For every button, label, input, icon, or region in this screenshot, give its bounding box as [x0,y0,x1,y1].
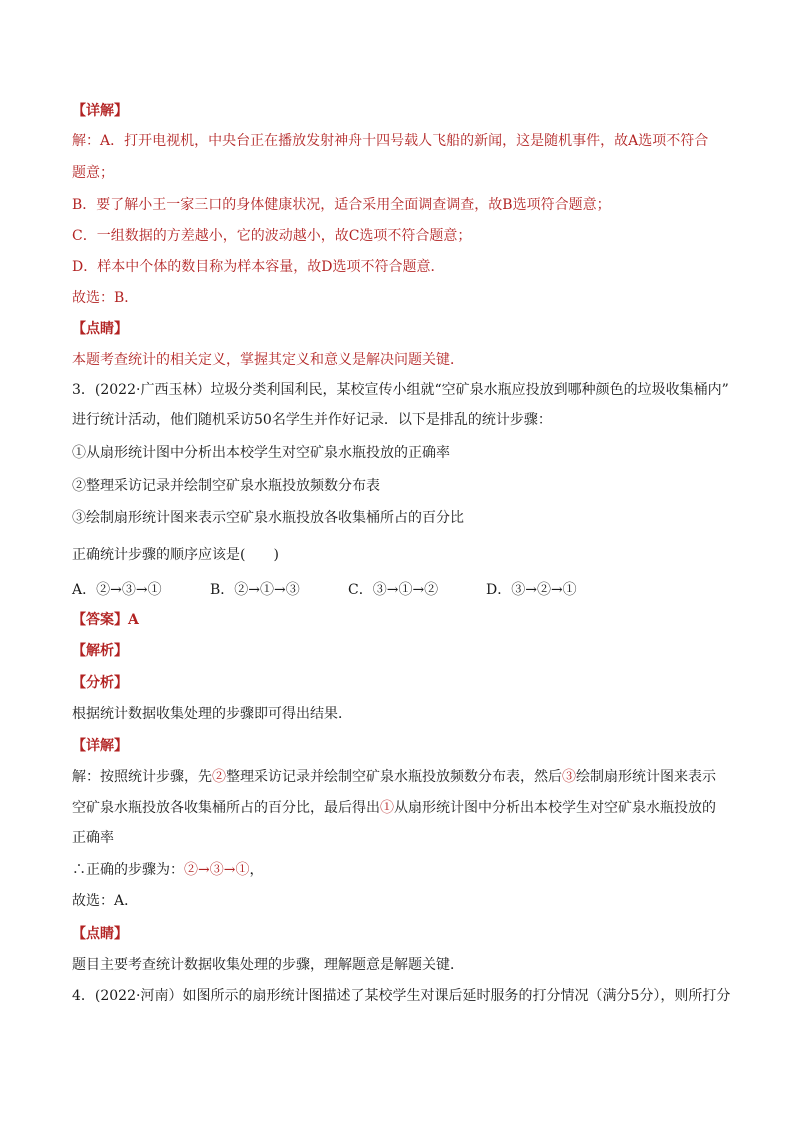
q3-point-text: 题目主要考查统计数据收集处理的步骤，理解题意是解题关键． [72,957,464,973]
q3-detail-text: ∴正确的步骤为： [72,862,184,878]
q4-stem-line1: 4．(2022·河南）如图所示的扇形统计图描述了某校学生对课后延时服务的打分情况（满分5分），则所打分 [72,988,731,1004]
q3-option-d: D．③→②→① [486,582,577,598]
q3-detail-step-mark: ① [380,800,394,816]
q3-option-b: B．②→①→③ [210,582,300,598]
q3-detail-line4 [72,860,722,880]
detail-line-a1: 解：A．打开电视机，中央台正在播放发射神舟十四号载人飞船的新闻，这是随机事件，故A选项不符合 [72,133,709,149]
point-header: 【点睛】 [72,321,128,337]
detail-choice: 故选：B． [72,290,139,306]
q3-fenxi-header: 【分析】 [72,675,128,691]
q3-option-a: A．②→③→① [72,582,162,598]
q3-detail-text: 整理采访记录并绘制空矿泉水瓶投放频数分布表，然后 [226,769,562,785]
q3-detail-line3: 正确率 [72,830,114,846]
detail-header: 【详解】 [72,103,128,119]
q3-options [72,580,722,600]
q3-detail-step-mark: ② [212,769,226,785]
q3-step-1: ①从扇形统计图中分析出本校学生对空矿泉水瓶投放的正确率 [72,445,450,461]
q3-option-c: C．③→①→② [348,582,439,598]
q3-detail-text: 绘制扇形统计图来表示 [576,769,716,785]
q3-detail-order: ②→③→① [184,862,250,878]
q3-stem-line2: 进行统计活动，他们随机采访50名学生并作好记录．以下是排乱的统计步骤： [72,412,552,428]
point-text: 本题考查统计的相关定义，掌握其定义和意义是解决问题关键． [72,352,464,368]
q3-detail-line2 [72,798,722,818]
q3-detail-text: ， [249,862,264,878]
q3-stem-line1: 3．(2022·广西玉林）垃圾分类利国利民，某校宣传小组就“空矿泉水瓶应投放到哪种颜色的垃圾收集桶内” [72,382,729,398]
q3-choice: 故选：A． [72,893,139,909]
q3-fenxi-text: 根据统计数据收集处理的步骤即可得出结果． [72,706,352,722]
detail-line-d: D．样本中个体的数目称为样本容量，故D选项不符合题意． [72,259,445,275]
q3-detail-step-mark: ③ [562,769,576,785]
q3-detail-line1 [72,767,722,787]
q3-ask: 正确统计步骤的顺序应该是( ) [72,547,279,563]
q3-answer: 【答案】A [72,612,139,628]
q3-detail-text: 空矿泉水瓶投放各收集桶所占的百分比，最后得出 [72,800,380,816]
q3-step-2: ②整理采访记录并绘制空矿泉水瓶投放频数分布表 [72,478,380,494]
q3-detail-text: 从扇形统计图中分析出本校学生对空矿泉水瓶投放的 [394,800,716,816]
q3-detail-header: 【详解】 [72,738,128,754]
detail-line-c: C．一组数据的方差越小，它的波动越小，故C选项不符合题意； [72,228,472,244]
detail-line-a2: 题意； [72,165,114,181]
q3-detail-text: 解：按照统计步骤，先 [72,769,212,785]
q3-step-3: ③绘制扇形统计图来表示空矿泉水瓶投放各收集桶所占的百分比 [72,510,464,526]
q3-point-header: 【点睛】 [72,926,128,942]
detail-line-b: B．要了解小王一家三口的身体健康状况，适合采用全面调查调查，故B选项符合题意； [72,197,611,213]
q3-analysis-header: 【解析】 [72,643,128,659]
